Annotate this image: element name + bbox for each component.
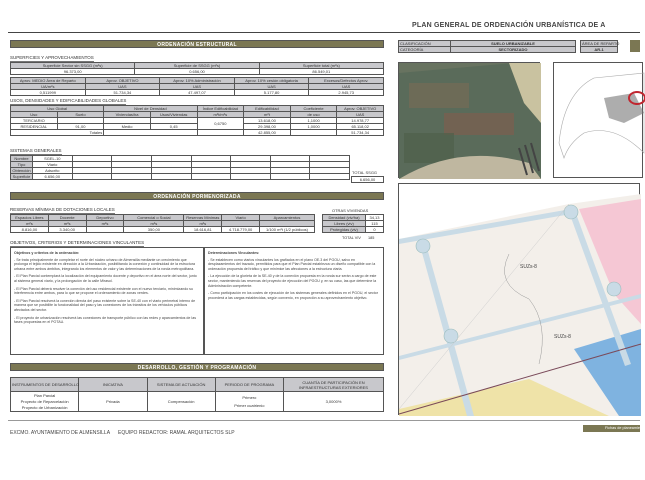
- paragraph: - El proyecto de urbanización resolverá las conexiones de transporte público con las redes y aparcamientos de las fases propuestas en el POTAU.: [14, 315, 196, 325]
- objetivos-box: [10, 247, 204, 355]
- label: CATEGORÍA: [399, 47, 451, 53]
- cell: 14.978,77: [337, 118, 384, 124]
- col-header: Reservas Mínimas: [184, 215, 222, 221]
- row-label: Densidad (viv/ha): [323, 215, 366, 221]
- paragraph: - El Plan Parcial resolverá la conexión directa del paso existente sobre la SE-40 con el viario perimetral interno de manera que se posibilite la funcionalidad del paso y las conexiones de los tránsitos de los vehículos públicos afectados del sector.: [14, 298, 196, 312]
- cell: 4.718.779,00: [222, 227, 260, 233]
- unit: m²s: [48, 221, 86, 227]
- col-header: m²t/m²s: [197, 112, 244, 118]
- col-header: Edificabilidad: [244, 106, 291, 112]
- cell: Compensación: [147, 392, 215, 412]
- section-bar-desarrollo: DESARROLLO, GESTIÓN Y PROGRAMACIÓN: [10, 363, 384, 371]
- cell: Viario: [33, 162, 73, 168]
- cell: 51.734,34: [337, 130, 384, 136]
- cell: TERCIARIO: [11, 118, 58, 124]
- cell: 1,1000: [290, 118, 337, 124]
- col-header: INICIATIVA: [79, 378, 147, 392]
- col-header: Excesos/Defectos Aprov.: [309, 78, 384, 84]
- col-header: Superficie de SSGG (m²s): [135, 63, 259, 69]
- periodo: Primer cuatrienio: [234, 402, 265, 408]
- col-header: Comercial o Social: [124, 215, 184, 221]
- section-bar-estructural: ORDENACIÓN ESTRUCTURAL: [10, 40, 384, 48]
- instrumento: Plan Parcial: [33, 392, 56, 398]
- section-title: SUPERFICIES Y APROVECHAMIENTOS: [10, 55, 94, 60]
- top-rule: [8, 32, 640, 33]
- cell: 0,6750: [197, 118, 244, 130]
- cell: 42.855,00: [244, 130, 291, 136]
- otras-viviendas-title: OTRAS VIVIENDAS: [332, 208, 369, 213]
- total-ssgg-table: [351, 176, 384, 183]
- col-header: Viviendas/ha: [104, 112, 151, 118]
- total-ssgg-label: TOTAL SSGG: [352, 170, 378, 175]
- footer-rule: [8, 420, 640, 421]
- paragraph: - Como participación en los costes de ejecución de los sistemas generales definidos en el PGOU, el sector procederá a las cargas establecidas, según convenio, en proporción a su aprovechamiento objetivo.: [208, 291, 378, 300]
- row-label: Protegidas (viv): [323, 227, 366, 233]
- col-header: UAS: [337, 112, 384, 118]
- cell: Medio: [104, 124, 151, 130]
- value: SECTORIZADO: [451, 47, 576, 53]
- superficies-table: [10, 62, 384, 75]
- cell: 6.656,00: [352, 177, 384, 183]
- section-title: OBJETIVOS, CRITERIOS Y DETERMINACIONES VINCULANTES: [10, 240, 145, 245]
- col-header: Nivel de Densidad: [104, 106, 197, 112]
- col-header: INSTRUMENTOS DE DESARROLLO: [11, 378, 79, 392]
- location-map-image: [554, 63, 644, 179]
- col-header: Usos/Viviendas: [150, 112, 197, 118]
- usos-table: [10, 105, 384, 136]
- col-header: CUANTÍA DE PARTICIPACIÓN EN INFRAESTRUCTURAS EXTERIORES: [284, 378, 384, 392]
- col-header: Superficie total (m²s): [259, 63, 383, 69]
- col-header: Aprov. MEDIO Área de Reparto: [11, 78, 86, 84]
- section-title: USOS, DENSIDADES Y EDIFICABILIDADES GLOBALES: [10, 98, 127, 103]
- col-header: SISTEMA DE ACTUACIÓN: [147, 378, 215, 392]
- reservas-table: [10, 214, 315, 233]
- paragraph: - El Plan Parcial deberá resolver la conexión del uso residencial existente con el nuevo terciario, minimizando su interferencia entre ambos, para lo que se propone el ordenamiento de zonas verdes.: [14, 286, 193, 296]
- label: CLASIFICACIÓN: [399, 41, 451, 47]
- col-header: PERIODO DE PROGRAMA: [215, 378, 283, 392]
- unit: UAS: [85, 84, 160, 90]
- zoning-plan-image: [399, 184, 641, 416]
- col-header: Viario: [222, 215, 260, 221]
- paragraph: - El Plan Parcial contemplará la localización del equipamiento docente y deportivo en el área norte del sector, junto al sistema general viario, y la prolongación de la calle Mirasol.: [14, 274, 197, 283]
- row-label: Tipo: [11, 162, 33, 168]
- cell: 350,00: [124, 227, 184, 233]
- footer-ayuntamiento: EXCMO. AYUNTAMIENTO DE ALMENSILLA: [10, 430, 111, 436]
- row-label: Obtención: [12, 168, 31, 173]
- unit: UAS: [160, 84, 235, 90]
- unit: m²s: [124, 221, 184, 227]
- cell: 0.656,00: [135, 69, 259, 75]
- label: ÁREA DE REPARTO: [582, 41, 620, 46]
- cell: Privada: [79, 392, 147, 412]
- cell: 47.497,07: [160, 90, 235, 96]
- cell: 0: [366, 227, 384, 233]
- aprovechamientos-table: [10, 77, 384, 96]
- section-title: SISTEMAS GENERALES: [10, 148, 62, 153]
- col-header: Aparcamientos: [260, 215, 315, 221]
- paragraph: - Se establecen como viarios vinculantes los grafiados en el plano OE.3 del PGOU, salvo en desplazamientos del trazado, permitidos para que el Plan Parcial establezca un diseño compatible con la ordenación propuesta del tráfico y que minimice las afecciones a la estructura viaria.: [208, 257, 376, 271]
- total-viv-label: TOTAL VIV: [342, 236, 361, 240]
- cell: 0,45: [150, 124, 197, 130]
- value: SUELO URBANIZABLE: [451, 41, 576, 47]
- unit: m²s: [184, 221, 222, 227]
- determinaciones-box: [204, 247, 384, 355]
- paragraph: - La ejecución de la glorieta de la SE-40 y de la conexión propuesta en la ronda sur serán a cargo de este sector, manteniendo las reservas del proyecto de ejecución del PGOU y, en su caso, las que determine la Administración competente.: [208, 274, 377, 288]
- document-title: PLAN GENERAL DE ORDENACIÓN URBANÍSTICA DE A: [412, 22, 606, 29]
- cell: 8.816,00: [11, 227, 49, 233]
- cell: 1/100 m²t (1/2 públicos): [260, 227, 315, 233]
- cell: Adscrito: [33, 168, 73, 174]
- zone-label: SUZs-8: [520, 264, 537, 270]
- aerial-photo-image: [399, 63, 541, 179]
- footer-fichas-tab: Fichas de planeamiento: [583, 425, 640, 432]
- instrumento: Proyecto de Urbanización: [21, 404, 68, 410]
- paragraph: - Se trata principalmente de completar el norte del núcleo urbano de Almensilla mediante un crecimiento que prolonga el tejido existente en dirección a la Urbanización, posibilitando la conexión y continuidad de la estructura urbana entre ambos ámbitos, integrando los elementos de valor y las determinaciones de la ronda metropolitana.: [14, 257, 195, 271]
- col-header: Índice Edificabilidad: [197, 106, 244, 112]
- total-label: Totales: [11, 130, 104, 136]
- cell: 86.549,01: [259, 69, 383, 75]
- cell: 2.945,73: [309, 90, 384, 96]
- cell: [86, 227, 124, 233]
- value: AR-1: [581, 47, 618, 53]
- unit: UAS: [234, 84, 309, 90]
- col-header: Espacios Libres: [11, 215, 49, 221]
- instrumento: Proyecto de Reparcelación: [20, 398, 69, 404]
- cell: SGEL-10: [33, 156, 73, 162]
- col-header: m²t: [244, 112, 291, 118]
- cell: 29.398,00: [244, 124, 291, 130]
- cell: 115: [366, 221, 384, 227]
- section-bar-pormenorizada: ORDENACIÓN PORMENORIZADA: [10, 192, 384, 200]
- col-header: Uso: [11, 112, 58, 118]
- tab-marker: [630, 40, 640, 52]
- aerial-photo: [398, 62, 540, 178]
- total-viv-value: 185: [368, 236, 375, 240]
- cell: 3.340,00: [48, 227, 86, 233]
- row-label: Superficie: [11, 174, 33, 180]
- cell: 1,0000: [290, 124, 337, 130]
- cell: 0,511999: [11, 90, 86, 96]
- area-reparto-table: [580, 40, 618, 53]
- unit: UA/m²s: [11, 84, 86, 90]
- col-header: Aprov. 10% Administración: [160, 78, 235, 84]
- objetivos-heading: Objetivos y criterios de la ordenación:: [14, 251, 80, 255]
- row-label: Nombre: [11, 156, 33, 162]
- location-map: [553, 62, 643, 178]
- row-label: Libres (viv): [323, 221, 366, 227]
- col-header: de uso: [290, 112, 337, 118]
- viviendas-table: [322, 214, 384, 233]
- col-header: Deportivo: [86, 215, 124, 221]
- cell: 13.618,00: [244, 118, 291, 124]
- unit: m²s: [11, 221, 49, 227]
- cell: RESIDENCIAL: [11, 124, 58, 130]
- cell: 91,00: [57, 124, 104, 130]
- col-header: Superficie Sector sin SSGG (m²s): [11, 63, 135, 69]
- cell: 65.118,02: [337, 124, 384, 130]
- cell: 6.656,00: [33, 174, 73, 180]
- desarrollo-table: [10, 377, 384, 412]
- cell: 5.177,80: [234, 90, 309, 96]
- unit: UAS: [309, 84, 384, 90]
- zoning-plan: [398, 183, 640, 415]
- cell: 18.616,81: [184, 227, 222, 233]
- cell: 3,0000%: [284, 392, 384, 412]
- unit: m²s: [86, 221, 124, 227]
- col-header: Coeficiente: [290, 106, 337, 112]
- col-header: Docente: [48, 215, 86, 221]
- periodo: Primero: [242, 394, 257, 400]
- cell: 96.373,00: [11, 69, 135, 75]
- classification-table: [398, 40, 576, 53]
- section-title: RESERVAS MÍNIMAS DE DOTACIONES LOCALES: [10, 207, 115, 212]
- zone-label: SUZs-8: [554, 334, 571, 340]
- footer-equipo: EQUIPO REDACTOR: RAMAL ARQUITECTOS SLP: [118, 430, 235, 436]
- sistemas-generales-table: [10, 155, 350, 180]
- col-header: Uso Global: [11, 106, 104, 112]
- determinaciones-heading: Determinaciones Vinculantes:: [208, 251, 260, 255]
- cell: 34,13: [366, 215, 384, 221]
- cell: 51.734,34: [85, 90, 160, 96]
- col-header: Aprov. OBJETIVO: [337, 106, 384, 112]
- col-header: Suelo: [57, 112, 104, 118]
- col-header: Aprov. OBJETIVO: [85, 78, 160, 84]
- col-header: Aprov. 10% cesión obligatoria: [234, 78, 309, 84]
